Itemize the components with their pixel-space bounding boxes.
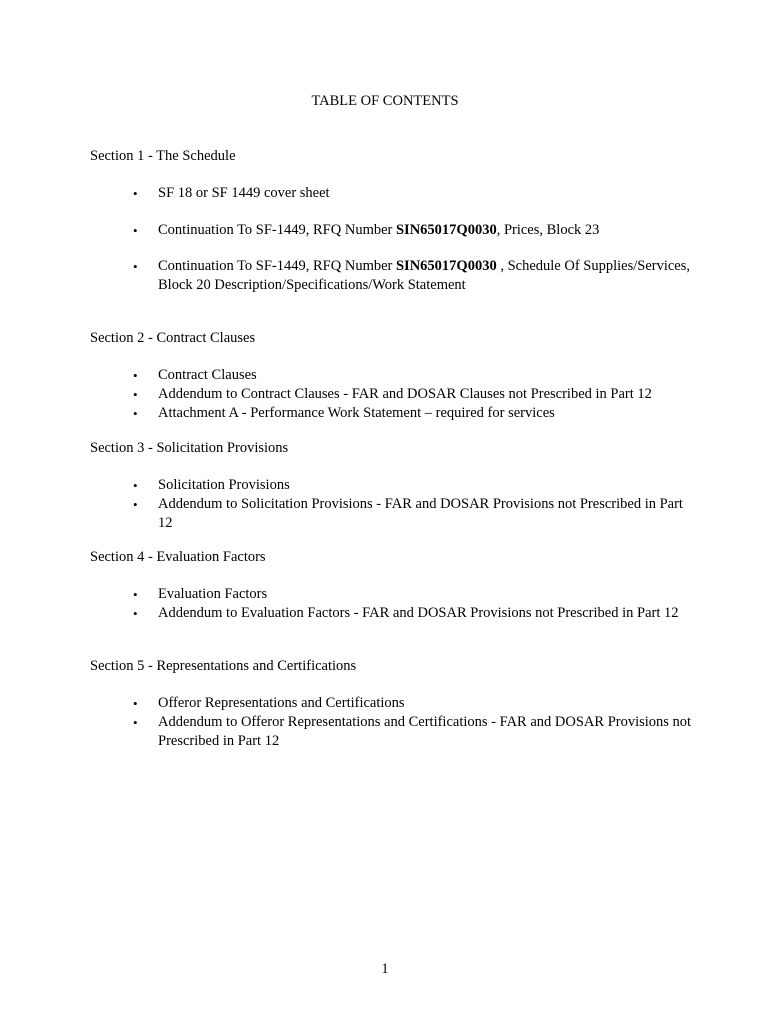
- bullet-icon: •: [133, 715, 138, 730]
- rfq-number: SIN65017Q0030: [395, 258, 497, 274]
- list-item-text: Addendum to Evaluation Factors - FAR and DOSAR Provisions not Prescribed in Part 12: [158, 605, 679, 621]
- bullet-icon: •: [133, 259, 138, 274]
- bullet-icon: •: [133, 497, 138, 512]
- list-item: [133, 385, 698, 404]
- list-item-text: Offeror Representations and Certifications: [158, 695, 405, 711]
- list-item: [133, 495, 698, 533]
- list-item-text: Addendum to Solicitation Provisions - FAR and DOSAR Provisions not Prescribed in Part 12: [158, 496, 683, 531]
- list-item: [133, 476, 698, 495]
- list-item: [133, 257, 698, 295]
- section-2-heading: Section 2 - Contract Clauses: [90, 330, 256, 346]
- section-4-heading: Section 4 - Evaluation Factors: [90, 549, 266, 565]
- bullet-icon: •: [133, 186, 138, 201]
- list-item-text-post: , Prices, Block 23: [496, 222, 600, 238]
- list-item-text: SF 18 or SF 1449 cover sheet: [158, 185, 330, 201]
- list-item-text-post: , Schedule Of Supplies/Services, Block 20 Description/Specifications/Work Statement: [158, 258, 691, 293]
- list-item: [133, 585, 698, 604]
- page-number: 1: [381, 961, 389, 977]
- list-item-text: Addendum to Offeror Representations and Certifications - FAR and DOSAR Provisions not Prescribed in Part 12: [158, 714, 692, 749]
- list-item: [133, 604, 698, 623]
- list-item: [133, 184, 698, 203]
- section-3-heading: Section 3 - Solicitation Provisions: [90, 440, 289, 456]
- list-item-text-pre: Continuation To SF-1449, RFQ Number: [158, 222, 396, 238]
- section-5-heading: Section 5 - Representations and Certifications: [90, 658, 357, 674]
- list-item-text: Solicitation Provisions: [158, 477, 290, 493]
- list-item-text-pre: Continuation To SF-1449, RFQ Number: [158, 258, 396, 274]
- list-item: [133, 404, 698, 423]
- list-item: [133, 694, 698, 713]
- bullet-icon: •: [133, 387, 138, 402]
- bullet-icon: •: [133, 587, 138, 602]
- page-title: TABLE OF CONTENTS: [311, 93, 459, 109]
- bullet-icon: •: [133, 368, 138, 383]
- list-item: [133, 221, 698, 240]
- section-1-heading: Section 1 - The Schedule: [90, 148, 236, 164]
- list-item-text: Evaluation Factors: [158, 586, 268, 602]
- bullet-icon: •: [133, 223, 138, 238]
- rfq-number: SIN65017Q0030: [395, 222, 497, 238]
- bullet-icon: •: [133, 696, 138, 711]
- list-item-text: Addendum to Contract Clauses - FAR and DOSAR Clauses not Prescribed in Part 12: [158, 386, 652, 402]
- list-item: [133, 366, 698, 385]
- bullet-icon: •: [133, 478, 138, 493]
- list-item-text: Attachment A - Performance Work Statement – required for services: [158, 405, 555, 421]
- list-item: [133, 713, 698, 751]
- bullet-icon: •: [133, 606, 138, 621]
- bullet-icon: •: [133, 406, 138, 421]
- list-item-text: Contract Clauses: [158, 367, 257, 383]
